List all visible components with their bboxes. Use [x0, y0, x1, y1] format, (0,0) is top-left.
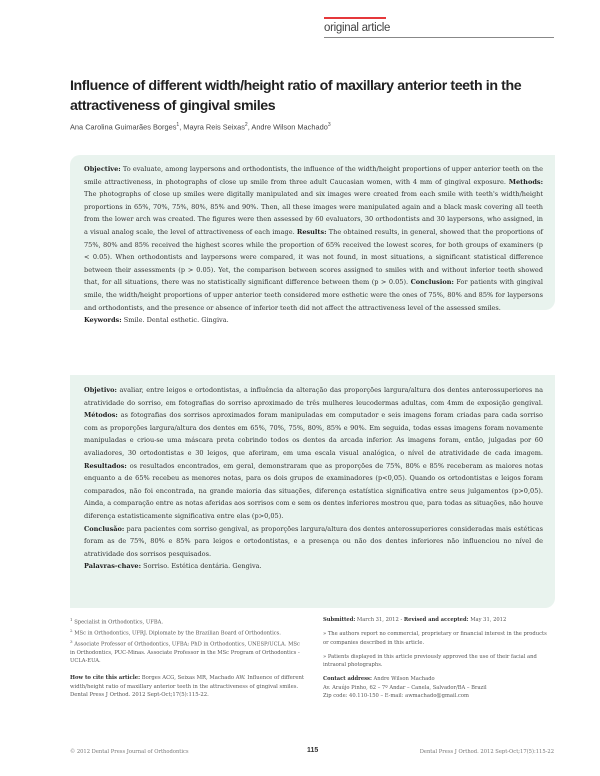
author-affiliation-marker: 1 [176, 122, 180, 128]
keywords-label: Keywords: [84, 316, 122, 325]
accepted-date: May 31, 2012 [470, 617, 507, 623]
resultados-text: os resultados encontrados, em geral, demonstraram que as proporções de 75%, 80% e 85% receberam as maiores notas enquanto a de 65% recebeu as menores notas, para os dois grupos de examinadores (p<0,05). Quando os ortodontistas e leigos foram comparados, não foi encontrada, na grande maioria das situações, diferença estatística significativa entre seus julgamentos (p>0,05). Ainda, a comparação entre as notas aferidas aos sorrisos com e sem os dentes inferiores mostrou que, para todas as situações, não houve diferença estatisticamente significativa entre elas (p>0,05). [84, 461, 543, 520]
submission-dates [323, 616, 553, 624]
keywords-text: Smile. Dental esthetic. Gingiva. [123, 316, 229, 325]
resultados-label: Resultados: [84, 461, 127, 470]
contact-label: Contact address: [323, 676, 372, 683]
footnote [70, 638, 300, 666]
methods-text: The photographs of close up smiles were digitally manipulated and six images were created from each smile with teeth's width/height proportions in 65%, 70%, 75%, 80%, 85% and 90%. Then, all these images were manipulated again and a black mask covering all teeth from the lower arch was created. The figures were then assessed by 60 evaluators, 30 orthodontists and 30 laypersons, who assigned, in a visual analog scale, the level of attractiveness of each image. [84, 190, 543, 236]
section-header [324, 17, 554, 38]
abstract-english [70, 155, 555, 325]
header-rule [324, 37, 554, 38]
conclusao-line [84, 523, 543, 561]
palavras-chave-text: Sorriso. Estética dentária. Gengiva. [143, 562, 262, 571]
footnote-marker: 1 [70, 617, 73, 622]
results-label: Results: [296, 227, 327, 236]
contact-street: Av. Araújo Pinho, 62 – 7º Andar – Canela, Salvador/BA – Brazil [323, 684, 487, 691]
metodos-text: as fotografias dos sorrisos aproximados foram manipuladas em computador e seis imagens foram criadas para cada sorriso com as proporções largura/altura dos dentes em 65%, 70%, 75%, 80%, 85% e 90%. Em seguida, todas essas imagens foram novamente manipuladas e criou-se uma máscara preta cobrindo todos os dentes da arcada inferior. As imagens foram, então, julgadas por 60 avaliadores, 30 ortodontistas e 30 leigos, que aferiram, em uma escala visual analógica, o nível de atratividade de cada imagem. [84, 411, 543, 457]
metodos-label: Métodos: [84, 411, 118, 420]
objective-text: To evaluate, among laypersons and orthodontists, the influence of the width/height proportions of upper anterior teeth on the smile attractiveness, in photographs of close up smile from three adult Caucasian women, with 4 mm of gingival exposure. [84, 165, 543, 186]
keywords-line [84, 314, 543, 327]
footer-journal-ref: Dental Press J Orthod. 2012 Sept-Oct;17(5):115-22 [419, 749, 554, 755]
citation-text: Borges ACG, Seixas MR, Machado AW. Influence of different width/height ratio of maxillary anterior teeth in the attractiveness of gingival smiles. Dental Press J Orthod. 2012 Sept-Oct;17(5):115-22. [70, 675, 305, 699]
footnote-text: Associate Professor of Orthodontics, UFBA; PhD in Orthodontics, UNESP/UCLA. MSc in Orthodontics, PUC-Minas. Associate Professor in the MSc Program of Orthodontics - UCLA-EUA. [70, 641, 300, 665]
palavras-chave-line [84, 560, 543, 573]
contact-address [323, 675, 553, 700]
article-title: Influence of different width/height ratio of maxillary anterior teeth in the attractiveness of gingival smiles [70, 78, 522, 114]
footnote-marker: 2 [70, 628, 73, 634]
consent-note: » Patients displayed in this article previously approved the use of their facial and intraoral photographs. [323, 653, 537, 669]
footnote [70, 627, 300, 638]
footnote [70, 616, 300, 627]
conclusao-label: Conclusão: [84, 524, 125, 533]
page-number: 115 [307, 747, 319, 754]
palavras-chave-label: Palavras-chave: [84, 562, 141, 571]
abstract-portuguese [70, 375, 555, 608]
affiliation-footnotes [70, 616, 300, 666]
footnote-marker: 3 [70, 639, 73, 645]
footer-copyright: © 2012 Dental Press Journal of Orthodontics [70, 749, 189, 755]
author-name: Andre Wilson Machado [251, 122, 328, 132]
header-accent-bar [324, 17, 386, 19]
objetivo-label: Objetivo: [84, 386, 117, 394]
submitted-label: Submitted: [323, 617, 356, 623]
contact-name: Andre Wilson Machado [373, 676, 435, 683]
citation-block [70, 674, 305, 700]
author-name: Mayra Reis Seixas [183, 122, 245, 132]
submission-info [323, 616, 553, 700]
author-affiliation-marker: 2 [244, 122, 248, 128]
conclusao-text: para pacientes com sorriso gengival, as proporções largura/altura dos dentes anterossuperiores consideradas mais estéticas foram as de 75%, 80% e 85% para leigos e ortodontistas, e a presença ou não dos dentes inferiores não influenciou no nível de atratividade dos sorrisos pesquisados. [84, 524, 543, 558]
accepted-label: Revised and accepted: [403, 617, 469, 623]
objective-label: Objective: [84, 165, 121, 173]
submitted-date: March 31, 2012 [356, 617, 399, 623]
author-name: Ana Carolina Guimarães Borges [70, 122, 177, 132]
author-affiliation-marker: 3 [327, 122, 331, 128]
conclusion-label: Conclusion: [410, 278, 454, 287]
objetivo-text: avaliar, entre leigos e ortodontistas, a influência da alteração das proporções largura/altura dos dentes anterossuperiores na atratividade do sorriso, em fotografias do sorriso aproximado de três mulheres leucodermas adultas, com 4mm de exposição gengival. [84, 386, 543, 407]
citation-label: How to cite this article: [70, 675, 141, 681]
conclusion-text: For patients with gingival smile, the width/height proportions of upper anterior teeth considered more esthetic were the ones of 75%, 80% and 85% for laypersons and orthodontists, and the presence or absence of inferior teeth did not affect the attractiveness level of the assessed smiles. [84, 278, 543, 312]
section-label: original article [324, 22, 391, 34]
date-separator: - [398, 617, 404, 623]
disclosure-note: » The authors report no commercial, proprietary or financial interest in the products or companies described in this article. [323, 631, 547, 646]
footnote-text: Specialist in Orthodontics, UFBA. [74, 619, 164, 626]
author-list: Ana Carolina Guimarães Borges$^1$, Mayra Reis Seixas$^2$, Andre Wilson Machado$^3$ [70, 122, 331, 132]
methods-label: Methods: [508, 177, 543, 186]
footnote-text: MSc in Orthodontics, UFRJ. Diplomate by the Brazilian Board of Orthodontics. [74, 630, 281, 637]
contact-zip-email: Zip code: 40.110-150 – E-mail: awmachado@gmail.com [323, 693, 469, 700]
results-text: The obtained results, in general, showed that the proportions of 75%, 80% and 85% received the highest scores while the proportion of 65% received the lowest scores, for both groups of examiners (p < 0.05). When orthodontists and laypersons were compared, it was not found, in most situations, a significant statistical difference between their assessments (p > 0.05). Yet, the comparison between scores assigned to smiles with and without inferior teeth showed that, for all situations, there was no statistically significant difference between them (p > 0.05). [84, 227, 543, 287]
